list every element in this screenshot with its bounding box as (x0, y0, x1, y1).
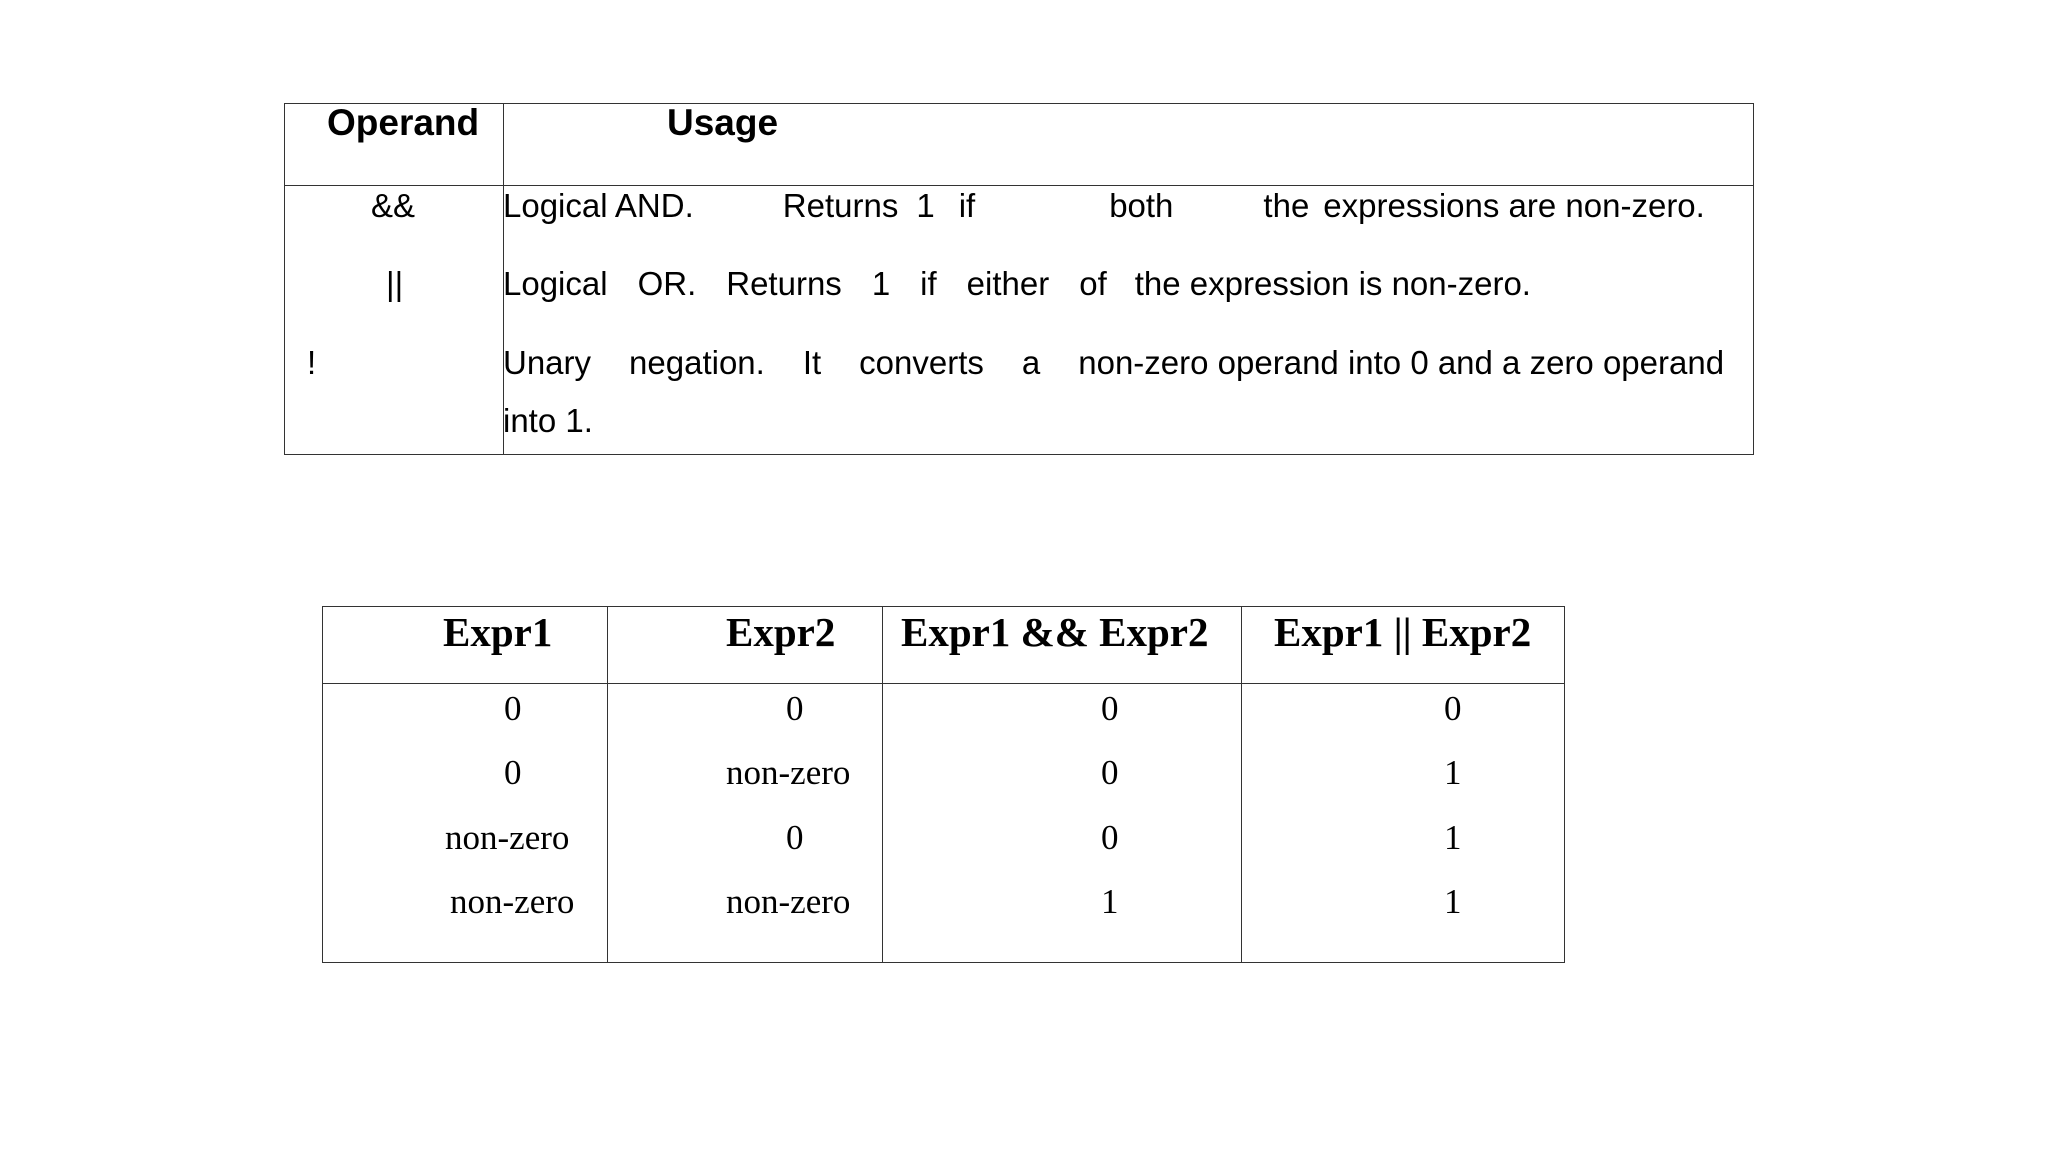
usage-word: Logical AND. (503, 187, 694, 224)
cell-r3-and: 0 (1101, 818, 1119, 857)
column-divider (607, 607, 608, 962)
usage-word: either (966, 265, 1050, 302)
usage-word: the (1263, 187, 1310, 224)
usage-header: Usage (667, 102, 779, 143)
header-divider (323, 683, 1564, 684)
cell-r3-expr2: 0 (786, 818, 804, 857)
usage-word: 1 (871, 265, 891, 302)
truth-table (322, 606, 1565, 963)
usage-word: negation. (629, 344, 765, 381)
usage-word: 1 (916, 187, 935, 224)
cell-r2-and: 0 (1101, 753, 1119, 792)
operand-header: Operand (327, 102, 480, 143)
usage-word: a (1021, 344, 1041, 381)
usage-word: if (920, 265, 937, 302)
operand-and: && (371, 187, 416, 224)
cell-r4-expr1: non-zero (450, 882, 575, 921)
operators-table (284, 103, 1754, 455)
header-expr1: Expr1 (443, 609, 553, 655)
cell-r1-expr1: 0 (504, 689, 522, 728)
cell-r1-and: 0 (1101, 689, 1119, 728)
cell-r2-expr1: 0 (504, 753, 522, 792)
cell-r3-expr1: non-zero (445, 818, 570, 857)
header-or: Expr1 || Expr2 (1274, 609, 1532, 655)
usage-or (503, 267, 1531, 300)
operand-not: ! (307, 344, 317, 381)
usage-word: both (1109, 187, 1174, 224)
column-divider (1241, 607, 1242, 962)
usage-word: OR. (637, 265, 697, 302)
operand-or: || (386, 265, 404, 302)
header-and: Expr1 && Expr2 (901, 609, 1209, 655)
header-expr2: Expr2 (726, 609, 836, 655)
usage-word: the expression is non-zero. (1134, 265, 1531, 302)
usage-word: Logical (503, 265, 608, 302)
usage-word: if (958, 187, 976, 224)
usage-word: converts (859, 344, 984, 381)
cell-r4-expr2: non-zero (726, 882, 851, 921)
usage-word: Returns (726, 265, 842, 302)
usage-word: of (1079, 265, 1107, 302)
cell-r1-or: 0 (1444, 689, 1462, 728)
cell-r2-expr2: non-zero (726, 753, 851, 792)
cell-r4-or: 1 (1444, 882, 1462, 921)
cell-r1-expr2: 0 (786, 689, 804, 728)
usage-word: expressions are non-zero. (1323, 187, 1705, 224)
usage-word: non-zero operand into 0 and a zero operand (1078, 344, 1725, 381)
usage-word: Returns (782, 187, 899, 224)
usage-word: It (802, 344, 822, 381)
cell-r3-or: 1 (1444, 818, 1462, 857)
cell-r2-or: 1 (1444, 753, 1462, 792)
header-divider (285, 185, 1753, 186)
column-divider (882, 607, 883, 962)
usage-not-continued: into 1. (503, 402, 593, 439)
usage-and (503, 189, 1705, 222)
usage-word: Unary (503, 344, 592, 381)
usage-not (503, 346, 1724, 379)
cell-r4-and: 1 (1101, 882, 1119, 921)
